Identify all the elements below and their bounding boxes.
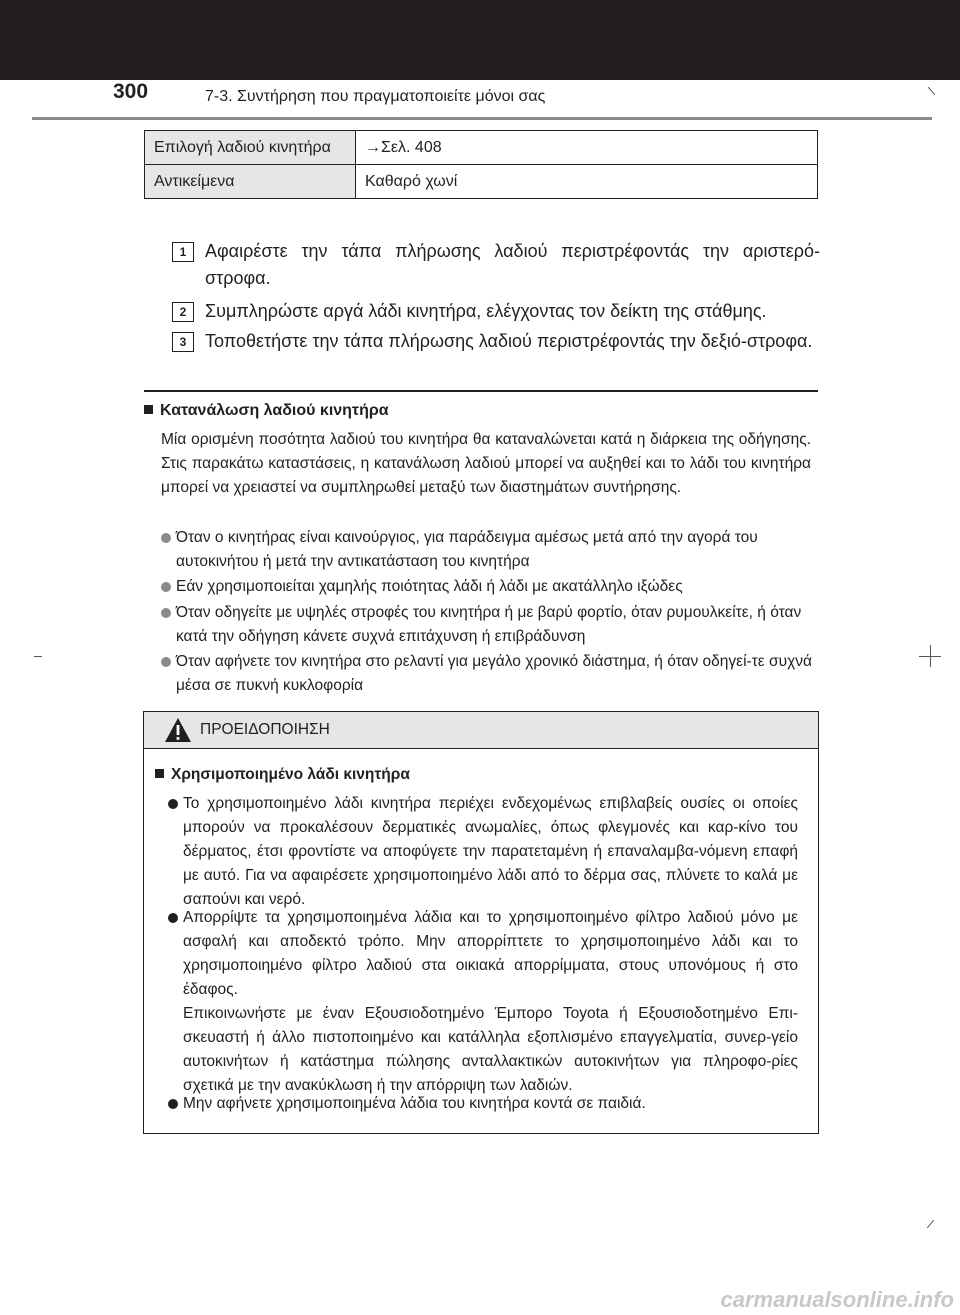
- crop-mark: [930, 645, 931, 667]
- contact-note: Επικοινωνήστε με έναν Εξουσιοδοτημένο Έμπορο Toyota ή Εξουσιοδοτημένο Επι-σκευαστή ή άλλο πιστοποιημένο και κατάλληλα εξοπλισμένο επαγγελματία, συνερ-γείο αυτοκινήτων ή κατάστημα πώλησης ανταλλακτικών αυτοκινήτων για πληροφο-ρίες σχετικά με την ανακύκλωση ή την απόρριψη των λαδιών.: [183, 1005, 798, 1094]
- step-number: 3: [172, 332, 194, 352]
- crop-mark: [34, 656, 42, 657]
- square-bullet-icon: [155, 769, 164, 778]
- warning-header: [144, 712, 818, 749]
- bullet-dot-icon: [161, 533, 171, 543]
- list-item: Μην αφήνετε χρησιμοποιημένα λάδια του κινητήρα κοντά σε παιδιά.: [168, 1092, 798, 1116]
- crop-mark: [928, 87, 935, 95]
- warning-box: [143, 711, 819, 1134]
- page-number: 300: [113, 80, 149, 103]
- bullet-dot-icon: [168, 799, 178, 809]
- step-text: Συμπληρώστε αργά λάδι κινητήρα, ελέγχοντας τον δείκτη της στάθμης.: [205, 301, 767, 321]
- warning-triangle-icon: [164, 716, 192, 744]
- consumption-intro: Μία ορισμένη ποσότητα λαδιού του κινητήρα θα καταναλώνεται κατά η διάρκεια της οδήγησης. Στις παρακάτω καταστάσεις, η κατανάλωση λαδιού μπορεί να αυξηθεί και το λάδι του κινητήρα μπορεί να χρειαστεί να συμπληρωθεί μεταξύ των διαστημάτων συντήρησης.: [161, 431, 811, 496]
- step-text: Αφαιρέστε την τάπα πλήρωσης λαδιού περιστρέφοντάς την αριστερό-στροφα.: [205, 241, 820, 288]
- table-row: [145, 131, 818, 165]
- step-number: 2: [172, 302, 194, 322]
- warning-title: ΠΡΟΕΙΔΟΠΟΙΗΣΗ: [200, 721, 330, 738]
- bullet-dot-icon: [168, 1099, 178, 1109]
- bullet-dot-icon: [161, 582, 171, 592]
- table-cell-value: Καθαρό χωνί: [356, 165, 818, 199]
- section-divider: [144, 390, 818, 392]
- step-1: [172, 238, 820, 292]
- bullet-dot-icon: [168, 913, 178, 923]
- header-rule: [32, 117, 932, 120]
- step-text: Τοποθετήστε την τάπα πλήρωσης λαδιού περιστρέφοντάς την δεξιό-στροφα.: [205, 331, 813, 351]
- list-item: Όταν ο κινητήρας είναι καινούργιος, για παράδειγμα αμέσως μετά από την αγορά του αυτοκινήτου ή μετά την αντικατάσταση του κινητήρα: [161, 526, 821, 574]
- table-cell-value: →Σελ. 408: [356, 131, 818, 165]
- crop-mark: [927, 1220, 934, 1228]
- warning-section-heading: Χρησιμοποιημένο λάδι κινητήρα: [155, 766, 410, 784]
- list-item: Απορρίψτε τα χρησιμοποιημένα λάδια και το χρησιμοποιημένο φίλτρο λαδιού μόνο με ασφαλή και αποδεκτό τρόπο. Μην απορρίπτετε το χρησιμοποιημένο λάδι και το χρησιμοποιημένο φίλτρο λαδιού στα οικιακά απορρίμματα, στους υπονόμους ή στο έδαφος. Επικοινωνήστε με έναν Εξουσιοδοτημένο Έμπορο Toyota ή Εξουσιοδοτημένο Επι-σκευαστή ή άλλο πιστοποιημένο και κατάλληλα εξοπλισμένο επαγγελματία, συνερ-γείο αυτοκινήτων ή κατάστημα πώλησης ανταλλακτικών αυτοκινήτων για πληροφο-ρίες σχετικά με την ανακύκλωση ή την απόρριψη των λαδιών.: [168, 906, 798, 1098]
- table-row: [145, 165, 818, 199]
- list-item: Όταν αφήνετε τον κινητήρα στο ρελαντί για μεγάλο χρονικό διάστημα, ή όταν οδηγεί-τε συχνά μέσα σε πυκνή κυκλοφορία: [161, 650, 821, 698]
- square-bullet-icon: [144, 405, 153, 414]
- top-black-band: [0, 0, 960, 80]
- step-2: [172, 298, 820, 325]
- consumption-heading: Κατανάλωση λαδιού κινητήρα: [144, 402, 389, 420]
- bullet-dot-icon: [161, 608, 171, 618]
- step-3: [172, 328, 820, 355]
- section-title: 7-3. Συντήρηση που πραγματοποιείτε μόνοι σας: [205, 88, 546, 105]
- list-item: Όταν οδηγείτε με υψηλές στροφές του κινητήρα ή με βαρύ φορτίο, όταν ρυμουλκείτε, ή όταν κατά την οδήγηση κάνετε συχνά επιτάχυνση ή επιβράδυνση: [161, 601, 821, 649]
- table-cell-label: Αντικείμενα: [145, 165, 356, 199]
- step-number: 1: [172, 242, 194, 262]
- spec-table: [144, 130, 818, 199]
- bullet-dot-icon: [161, 657, 171, 667]
- table-cell-label: Επιλογή λαδιού κινητήρα: [145, 131, 356, 165]
- footer-watermark: carmanualsonline.info: [720, 1287, 954, 1312]
- list-item: Εάν χρησιμοποιείται χαμηλής ποιότητας λάδι ή λάδι με ακατάλληλο ιξώδες: [161, 575, 821, 599]
- list-item: Το χρησιμοποιημένο λάδι κινητήρα περιέχει ενδεχομένως επιβλαβείς ουσίες οι οποίες μπορούν να προκαλέσουν δερματικές ανωμαλίες, όπως φλεγμονές και καρ-κίνο του δέρματος, έτσι φροντίστε να αποφύγετε την παρατεταμένη ή επαναλαμβα-νόμενη επαφή με αυτό. Για να αφαιρέσετε χρησιμοποιημένο λάδι από το δέρμα σας, πλύνετε το καλά με σαπούνι και νερό.: [168, 792, 798, 912]
